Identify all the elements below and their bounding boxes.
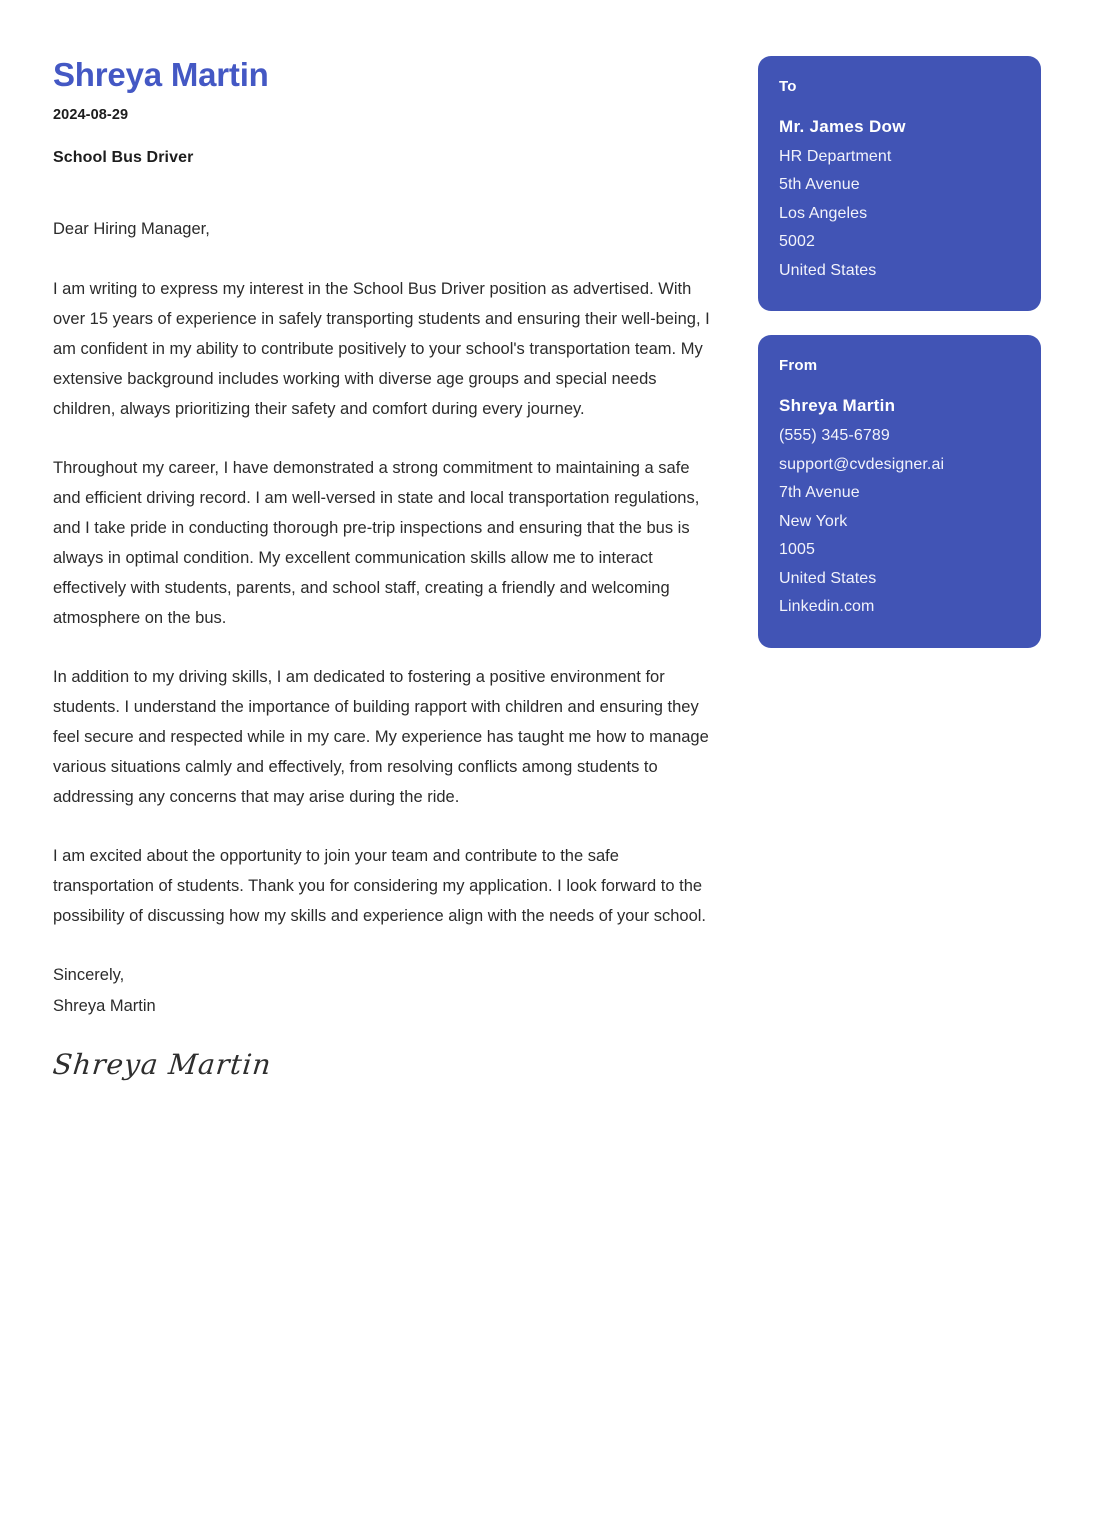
recipient-address-line: Los Angeles (779, 204, 868, 222)
closing-salutation: Sincerely, (53, 966, 125, 985)
letter-date: 2024-08-29 (53, 106, 129, 123)
letter-paragraph: I am excited about the opportunity to join your team and contribute to the safe transportation of students. Thank you for considering my application. I look forward to the possibility of discussing how my skills and experience align with the needs of your school. (53, 847, 706, 926)
recipient-address-lines (779, 143, 1020, 285)
page-title: Shreya Martin (53, 56, 269, 93)
sender-card-label: From (779, 357, 818, 375)
info-cards-column (758, 56, 1041, 648)
job-title: School Bus Driver (53, 148, 194, 166)
letter-closing (53, 960, 718, 1021)
recipient-card (758, 56, 1041, 311)
recipient-card-label: To (779, 78, 797, 95)
recipient-address-line: 5002 (779, 233, 815, 251)
closing-name: Shreya Martin (53, 996, 156, 1015)
recipient-address-line: 5th Avenue (779, 176, 860, 194)
sender-address-line: 1005 (779, 541, 815, 559)
letter-paragraph: Throughout my career, I have demonstrated a strong commitment to maintaining a safe and efficient driving record. I am well-versed in state and local transportation regulations, and I take pride in conducting thorough pre-trip inspections and ensuring that the bus is always in optimal condition. My excellent communication skills allow me to interact effectively with students, parents, and school staff, creating a friendly and welcoming atmosphere on the bus. (53, 459, 700, 628)
sender-card (758, 335, 1041, 647)
sender-contact-lines (779, 422, 1020, 621)
letter-content-column (53, 56, 718, 1081)
recipient-address-line: United States (779, 261, 877, 279)
letter-paragraph: In addition to my driving skills, I am dedicated to fostering a positive environment for students. I understand the importance of building rapport with children and ensuring they feel secure and respected while in my care. My experience has taught me how to manage various situations calmly and effectively, from resolving conflicts among students to addressing any concerns that may arise during the ride. (53, 668, 709, 807)
sender-phone: (555) 345-6789 (779, 427, 890, 445)
recipient-address-line: HR Department (779, 148, 892, 165)
sender-address-line: United States (779, 569, 877, 587)
sender-address-line: 7th Avenue (779, 484, 860, 502)
sender-email[interactable]: support@cvdesigner.ai (779, 455, 945, 473)
sender-linkedin[interactable]: Linkedin.com (779, 598, 875, 616)
recipient-name: Mr. James Dow (779, 117, 906, 136)
salutation: Dear Hiring Manager, (53, 219, 210, 238)
letter-paragraph: I am writing to express my interest in the School Bus Driver position as advertised. With over 15 years of experience in safely transporting students and ensuring their well-being, I am confident in my ability to contribute positively to your school's transportation team. My extensive background includes working with diverse age groups and special needs children, always prioritizing their safety and comfort during every journey. (53, 279, 710, 419)
sender-address-line: New York (779, 512, 848, 530)
signature: Shreya Martin (51, 1047, 274, 1081)
sender-name: Shreya Martin (779, 396, 896, 416)
